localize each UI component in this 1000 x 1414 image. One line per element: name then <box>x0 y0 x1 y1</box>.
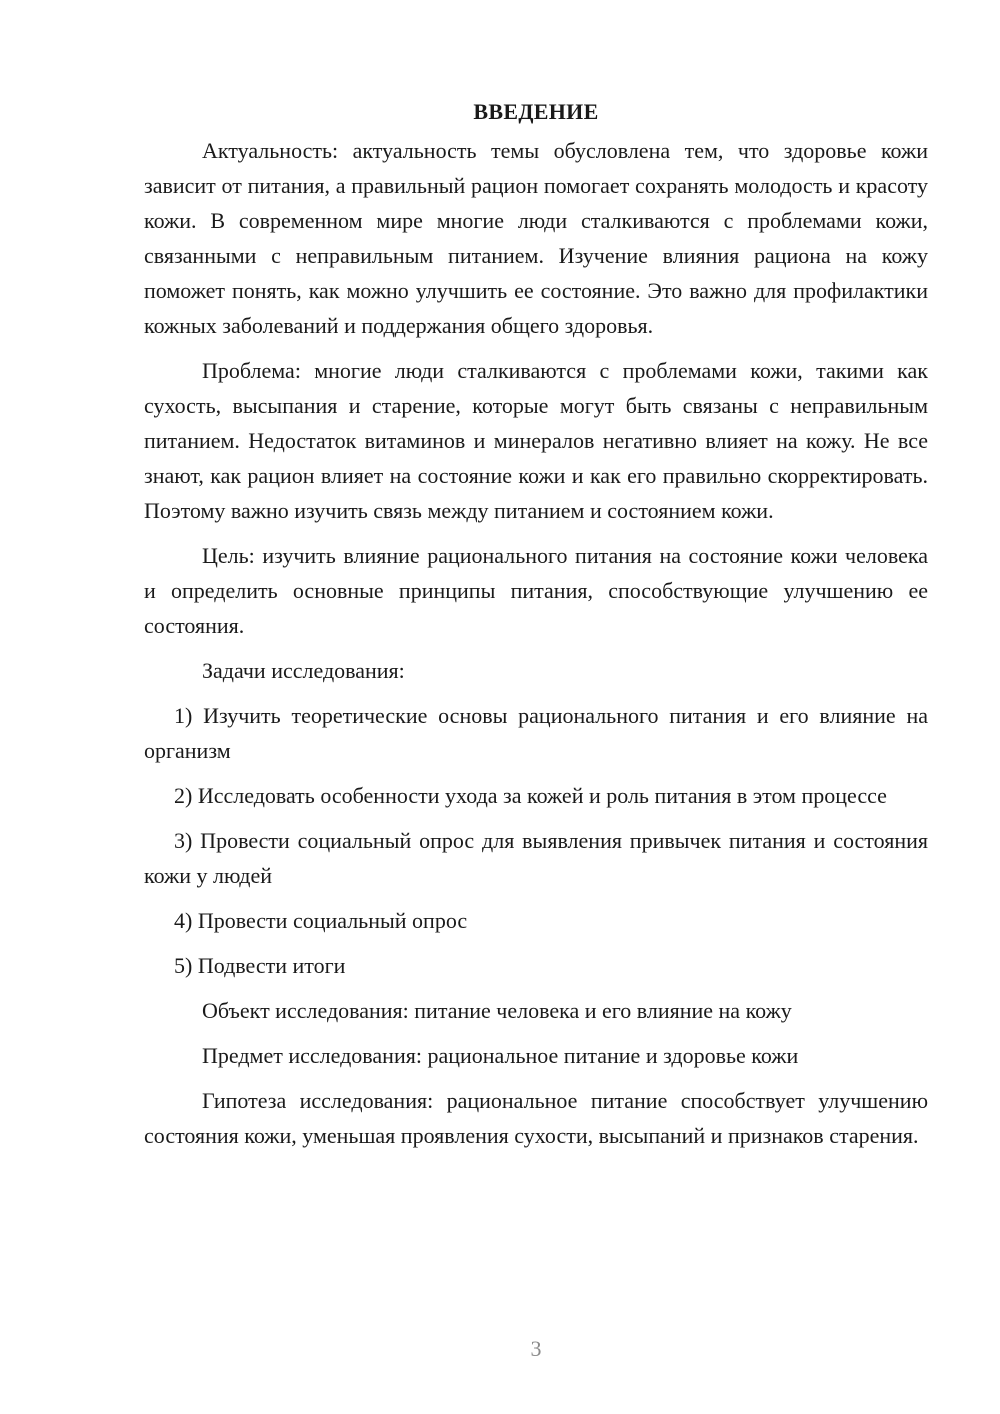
task-item-3: 3) Провести социальный опрос для выявления привычек питания и состояния кожи у людей <box>144 828 928 888</box>
task-item-5: 5) Подвести итоги <box>174 953 346 978</box>
task-item-1: 1) Изучить теоретические основы рационального питания и его влияние на организм <box>144 703 928 763</box>
research-subject: Предмет исследования: рациональное питание и здоровье кожи <box>202 1043 799 1068</box>
task-item-4: 4) Провести социальный опрос <box>174 908 468 933</box>
page-number: 3 <box>530 1336 542 1361</box>
task-item-2: 2) Исследовать особенности ухода за кожей и роль питания в этом процессе <box>174 783 887 808</box>
section-heading: ВВЕДЕНИЕ <box>473 99 599 124</box>
research-hypothesis: Гипотеза исследования: рациональное питание способствует улучшению состояния кожи, уменьшая проявления сухости, высыпаний и признаков старения. <box>144 1088 928 1148</box>
tasks-title: Задачи исследования: <box>202 658 405 683</box>
relevance-paragraph: Актуальность: актуальность темы обусловлена тем, что здоровье кожи зависит от питания, а правильный рацион помогает сохранять молодость и красоту кожи. В современном мире многие люди сталкиваются с проблемами кожи, связанными с неправильным питанием. Изучение влияния рациона на кожу поможет понять, как можно улучшить ее состояние. Это важно для профилактики кожных заболеваний и поддержания общего здоровья. <box>144 138 928 338</box>
page-content <box>144 94 928 1163</box>
goal-paragraph: Цель: изучить влияние рационального питания на состояние кожи человека и определить основные принципы питания, способствующие улучшению ее состояния. <box>144 543 928 638</box>
research-object: Объект исследования: питание человека и его влияние на кожу <box>202 998 792 1023</box>
problem-paragraph: Проблема: многие люди сталкиваются с проблемами кожи, такими как сухость, высыпания и старение, которые могут быть связаны с неправильным питанием. Недостаток витаминов и минералов негативно влияет на кожу. Не все знают, как рацион влияет на состояние кожи и как его правильно скорректировать. Поэтому важно изучить связь между питанием и состоянием кожи. <box>144 358 928 523</box>
